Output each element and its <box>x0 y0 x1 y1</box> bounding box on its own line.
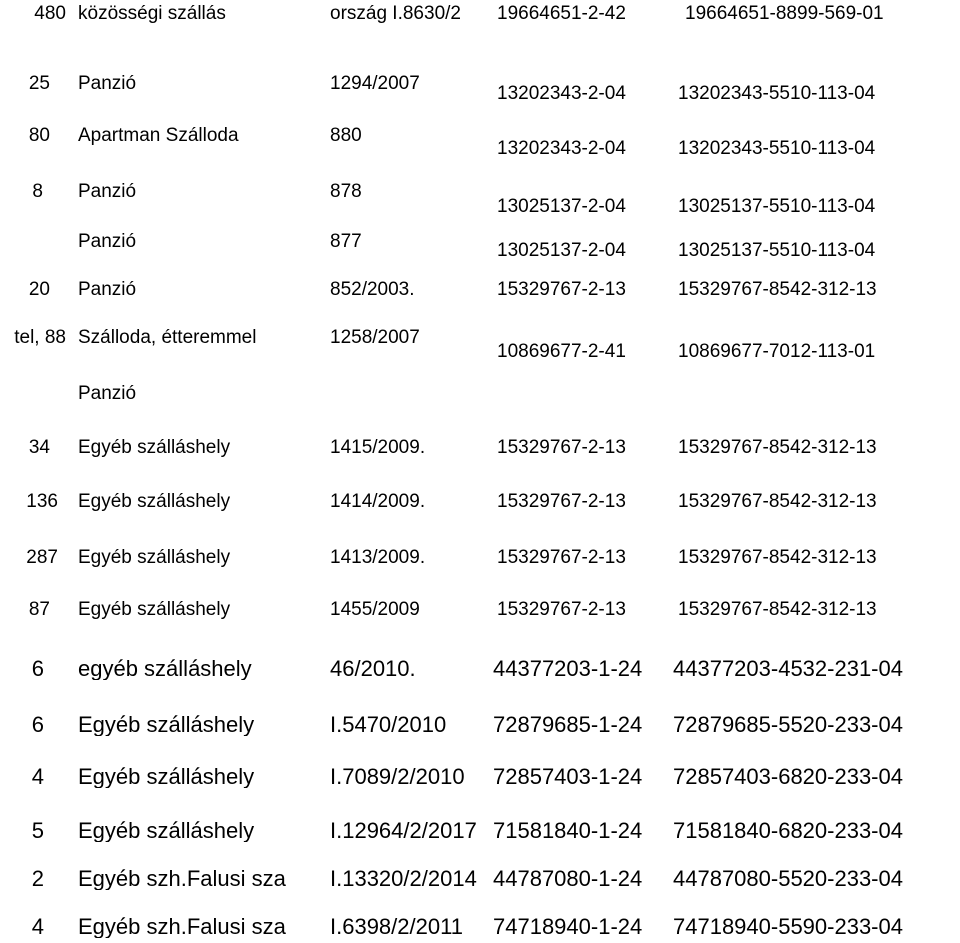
room-count: 87 <box>28 600 50 619</box>
room-count: 6 <box>31 714 44 736</box>
tax-number: 44377203-1-24 <box>493 658 643 680</box>
tax-number: 15329767-2-13 <box>497 548 626 567</box>
accommodation-type: Panzió <box>78 232 137 251</box>
accommodation-type: Egyéb szálláshely <box>78 438 231 457</box>
tax-number: 13025137-2-04 <box>497 241 626 260</box>
statistical-number: 44787080-5520-233-04 <box>673 868 903 890</box>
room-count: tel, 88 <box>14 328 66 347</box>
accommodation-type: Egyéb szálláshely <box>78 766 255 788</box>
room-count: 136 <box>26 492 58 511</box>
statistical-number: 15329767-8542-312-13 <box>678 280 877 299</box>
accommodation-type-extra: Panzió <box>78 384 137 403</box>
registration-number: I.6398/2/2011 <box>330 916 463 938</box>
accommodation-type: Egyéb szálláshely <box>78 492 231 511</box>
accommodation-type: Szálloda, étteremmel <box>78 328 257 347</box>
tax-number: 13202343-2-04 <box>497 139 626 158</box>
statistical-number: 15329767-8542-312-13 <box>678 600 877 619</box>
room-count: 2 <box>31 868 44 890</box>
tax-number: 13202343-2-04 <box>497 84 626 103</box>
statistical-number: 15329767-8542-312-13 <box>678 492 877 511</box>
statistical-number: 13202343-5510-113-04 <box>678 84 876 103</box>
registration-number: 1455/2009 <box>330 600 420 619</box>
registration-number: 877 <box>330 232 362 251</box>
room-count: 4 <box>31 916 44 938</box>
registration-number: I.5470/2010 <box>330 714 447 736</box>
room-count: 287 <box>26 548 58 567</box>
statistical-number: 13025137-5510-113-04 <box>678 197 876 216</box>
accommodation-type: Egyéb szálláshely <box>78 548 231 567</box>
statistical-number: 15329767-8542-312-13 <box>678 548 877 567</box>
tax-number: 72879685-1-24 <box>493 714 643 736</box>
registration-number: 46/2010. <box>330 658 416 680</box>
room-count: 80 <box>28 126 50 145</box>
accommodation-type: egyéb szálláshely <box>78 658 252 680</box>
registration-number: 1413/2009. <box>330 548 426 567</box>
accommodation-type: Egyéb szálláshely <box>78 714 255 736</box>
tax-number: 15329767-2-13 <box>497 280 626 299</box>
statistical-number: 44377203-4532-231-04 <box>673 658 903 680</box>
tax-number: 15329767-2-13 <box>497 492 626 511</box>
registration-number: 1414/2009. <box>330 492 426 511</box>
room-count: 34 <box>28 438 50 457</box>
statistical-number: 15329767-8542-312-13 <box>678 438 877 457</box>
room-count: 5 <box>31 820 44 842</box>
room-count: 6 <box>31 658 44 680</box>
tax-number: 72857403-1-24 <box>493 766 643 788</box>
registration-number: 1294/2007 <box>330 74 420 93</box>
tax-number: 71581840-1-24 <box>493 820 643 842</box>
tax-number: 10869677-2-41 <box>497 342 626 361</box>
accommodation-type: Egyéb szh.Falusi sza <box>78 868 286 890</box>
room-count: 8 <box>32 182 43 201</box>
accommodation-type: közösségi szállás <box>78 4 226 23</box>
registration-number: I.13320/2/2014 <box>330 868 477 890</box>
accommodation-type: Panzió <box>78 280 137 299</box>
room-count: 20 <box>28 280 50 299</box>
statistical-number: 13025137-5510-113-04 <box>678 241 876 260</box>
accommodation-type: Egyéb szh.Falusi sza <box>78 916 286 938</box>
accommodation-type: Panzió <box>78 182 137 201</box>
statistical-number: 13202343-5510-113-04 <box>678 139 876 158</box>
room-count: 4 <box>31 766 44 788</box>
tax-number: 15329767-2-13 <box>497 600 626 619</box>
accommodation-type: Egyéb szálláshely <box>78 820 255 842</box>
registration-number: 1258/2007 <box>330 328 420 347</box>
statistical-number: 19664651-8899-569-01 <box>685 4 884 23</box>
tax-number: 74718940-1-24 <box>493 916 643 938</box>
statistical-number: 71581840-6820-233-04 <box>673 820 903 842</box>
registration-number: 878 <box>330 182 362 201</box>
room-count: 480 <box>34 4 66 23</box>
registration-number: 852/2003. <box>330 280 415 299</box>
accommodation-type: Egyéb szálláshely <box>78 600 231 619</box>
registration-number: 880 <box>330 126 362 145</box>
registration-number: I.12964/2/2017 <box>330 820 477 842</box>
tax-number: 19664651-2-42 <box>497 4 626 23</box>
room-count: 25 <box>28 74 50 93</box>
registration-number: ország I.8630/2 <box>330 4 461 23</box>
tax-number: 15329767-2-13 <box>497 438 626 457</box>
accommodation-type: Panzió <box>78 74 137 93</box>
statistical-number: 72857403-6820-233-04 <box>673 766 903 788</box>
statistical-number: 72879685-5520-233-04 <box>673 714 903 736</box>
accommodation-type: Apartman Szálloda <box>78 126 239 145</box>
registration-number: 1415/2009. <box>330 438 426 457</box>
tax-number: 13025137-2-04 <box>497 197 626 216</box>
tax-number: 44787080-1-24 <box>493 868 643 890</box>
statistical-number: 10869677-7012-113-01 <box>678 342 876 361</box>
registration-number: I.7089/2/2010 <box>330 766 465 788</box>
statistical-number: 74718940-5590-233-04 <box>673 916 903 938</box>
